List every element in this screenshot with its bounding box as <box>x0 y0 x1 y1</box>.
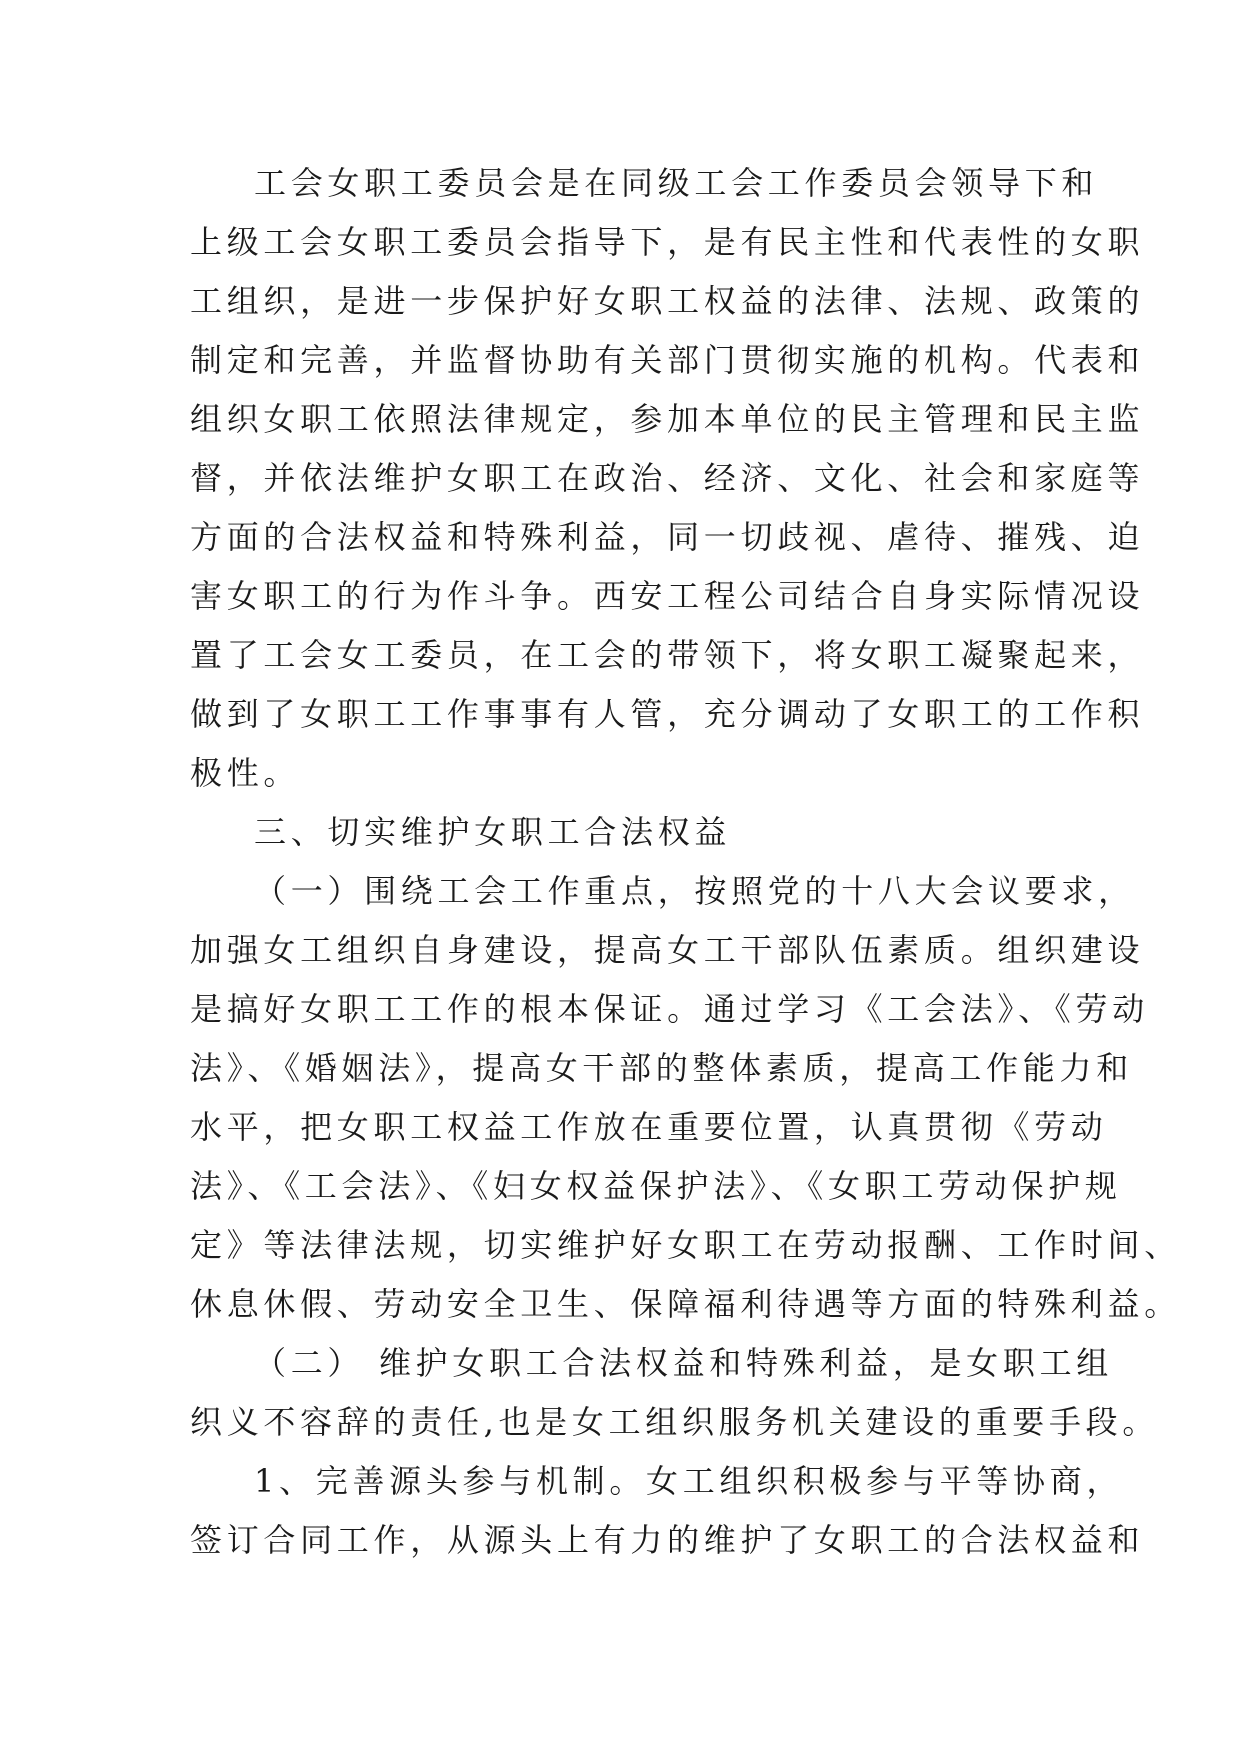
paragraph-line: 签订合同工作，从源头上有力的维护了女职工的合法权益和 <box>190 1521 1145 1559</box>
paragraph-line: 方面的合法权益和特殊利益，同一切歧视、虐待、摧残、迫 <box>190 518 1145 556</box>
section-heading: 三、切实维护女职工合法权益 <box>254 813 732 851</box>
paragraph-line: 督，并依法维护女职工在政治、经济、文化、社会和家庭等 <box>190 459 1145 497</box>
paragraph-line: 加强女工组织自身建设，提高女工干部队伍素质。组织建设 <box>190 931 1145 969</box>
paragraph-line: 水平，把女职工权益工作放在重要位置，认真贯彻《劳动 <box>190 1108 1108 1146</box>
paragraph-line: 工组织，是进一步保护好女职工权益的法律、法规、政策的 <box>190 282 1145 320</box>
paragraph-line: 定》等法律法规，切实维护好女职工在劳动报酬、工作时间、 <box>190 1226 1181 1264</box>
paragraph-line: 休息休假、劳动安全卫生、保障福利待遇等方面的特殊利益。 <box>190 1285 1181 1323</box>
paragraph-line: 制定和完善，并监督协助有关部门贯彻实施的机构。代表和 <box>190 341 1145 379</box>
paragraph-line: （二） 维护女职工合法权益和特殊利益，是女职工组 <box>254 1344 1113 1382</box>
paragraph-line: 工会女职工委员会是在同级工会工作委员会领导下和 <box>254 164 1099 202</box>
paragraph-line: 置了工会女工委员，在工会的带领下，将女职工凝聚起来， <box>190 636 1145 674</box>
paragraph-line: 极性。 <box>190 754 301 792</box>
paragraph-line: 害女职工的行为作斗争。西安工程公司结合自身实际情况设 <box>190 577 1145 615</box>
paragraph-line: 法》、《工会法》、《妇女权益保护法》、《女职工劳动保护规 <box>190 1167 1122 1205</box>
paragraph-line: 组织女职工依照法律规定，参加本单位的民主管理和民主监 <box>190 400 1145 438</box>
paragraph-line: 做到了女职工工作事事有人管，充分调动了女职工的工作积 <box>190 695 1145 733</box>
paragraph-line: 上级工会女职工委员会指导下，是有民主性和代表性的女职 <box>190 223 1145 261</box>
paragraph-line: 1、完善源头参与机制。女工组织积极参与平等协商， <box>254 1462 1124 1500</box>
paragraph-line: 织义不容辞的责任,也是女工组织服务机关建设的重要手段。 <box>190 1403 1160 1441</box>
paragraph-line: 是搞好女职工工作的根本保证。通过学习《工会法》、《劳动 <box>190 990 1149 1028</box>
paragraph-line: 法》、《婚姻法》，提高女干部的整体素质，提高工作能力和 <box>190 1049 1133 1087</box>
paragraph-line: （一）围绕工会工作重点，按照党的十八大会议要求， <box>254 872 1135 910</box>
